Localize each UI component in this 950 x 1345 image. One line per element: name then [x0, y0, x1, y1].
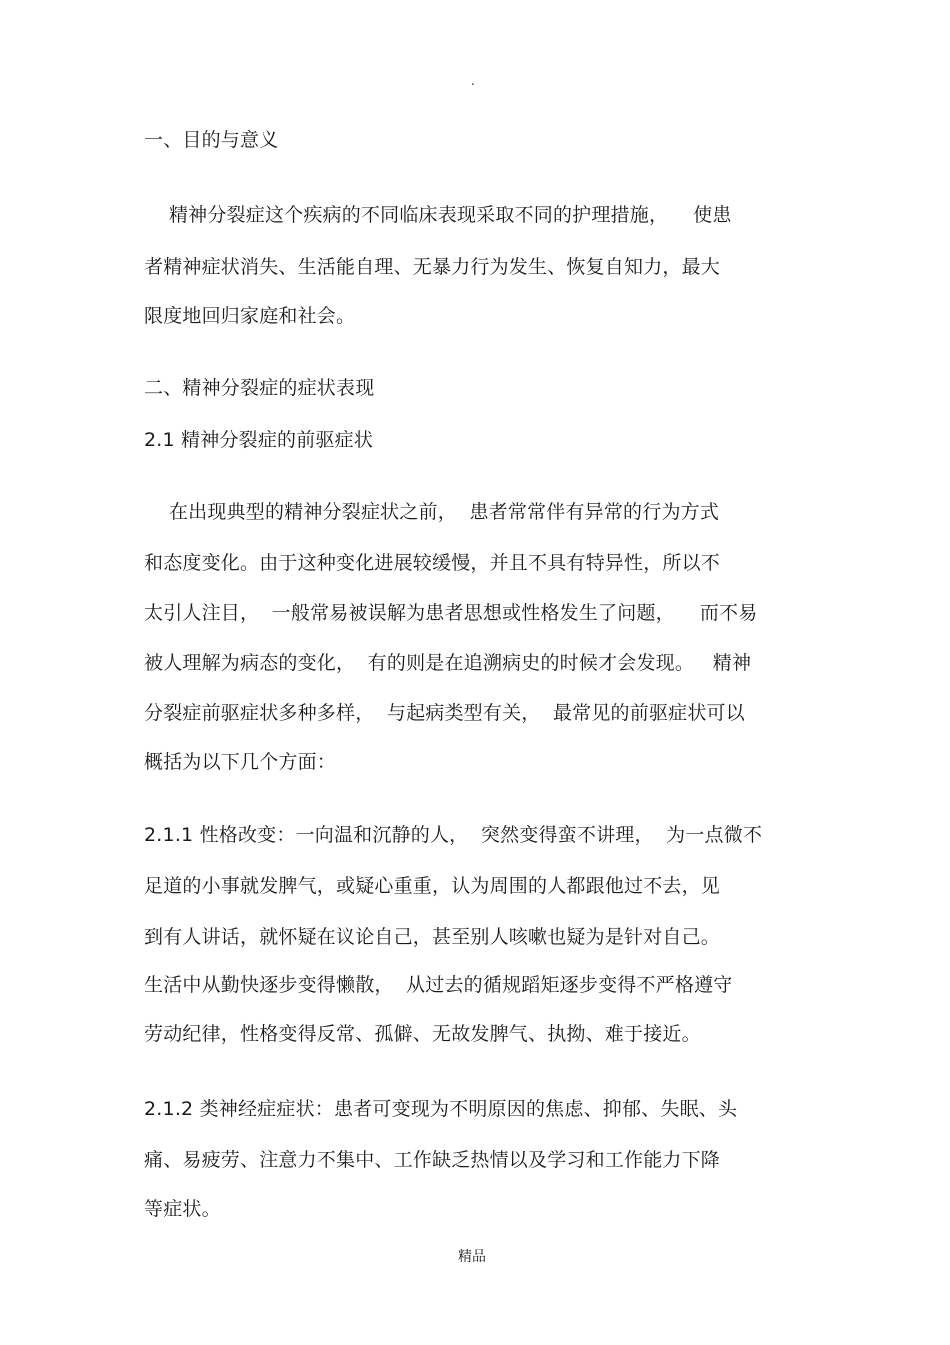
- paragraph-line: 在出现典型的精神分裂症状之前， 患者常常伴有异常的行为方式: [144, 501, 720, 523]
- subsection-heading-prodromal: 2.1 精神分裂症的前驱症状: [144, 429, 374, 451]
- paragraph-line: 劳动纪律，性格变得反常、孤僻、无故发脾气、执拗、难于接近。: [144, 1023, 701, 1045]
- header-dot: .: [471, 74, 475, 88]
- paragraph-line: 等症状。: [144, 1198, 221, 1220]
- section-heading-symptoms: 二、精神分裂症的症状表现: [144, 377, 375, 399]
- paragraph-line: 到有人讲话，就怀疑在议论自己，甚至别人咳嗽也疑为是针对自己。: [144, 926, 721, 948]
- paragraph-line: 者精神症状消失、生活能自理、无暴力行为发生、恢复自知力，最大: [144, 256, 721, 278]
- paragraph-line: 和态度变化。由于这种变化进展较缓慢，并且不具有特异性，所以不: [144, 552, 721, 574]
- paragraph-line: 太引人注目， 一般常易被误解为患者思想或性格发生了问题， 而不易: [144, 602, 758, 624]
- paragraph-line: 精神分裂症这个疾病的不同临床表现采取不同的护理措施， 使患: [144, 204, 732, 226]
- paragraph-line: 生活中从勤快逐步变得懒散， 从过去的循规蹈矩逐步变得不严格遵守: [144, 974, 733, 996]
- item-neurosis-like-symptoms: 2.1.2 类神经症症状：患者可变现为不明原因的焦虑、抑郁、失眠、头: [144, 1098, 738, 1120]
- item-personality-change: 2.1.1 性格改变：一向温和沉静的人， 突然变得蛮不讲理， 为一点微不: [144, 824, 763, 846]
- paragraph-line: 被人理解为病态的变化， 有的则是在追溯病史的时候才会发现。 精神: [144, 652, 752, 674]
- paragraph-line: 概括为以下几个方面：: [144, 751, 337, 773]
- paragraph-line: 限度地回归家庭和社会。: [144, 305, 356, 327]
- section-heading-purpose: 一、目的与意义: [144, 129, 279, 151]
- paragraph-line: 足道的小事就发脾气，或疑心重重，认为周围的人都跟他过不去，见: [144, 875, 721, 897]
- paragraph-line: 痛、易疲劳、注意力不集中、工作缺乏热情以及学习和工作能力下降: [144, 1149, 721, 1171]
- footer-label: 精品: [458, 1249, 486, 1265]
- paragraph-line: 分裂症前驱症状多种多样， 与起病类型有关， 最常见的前驱症状可以: [144, 702, 745, 724]
